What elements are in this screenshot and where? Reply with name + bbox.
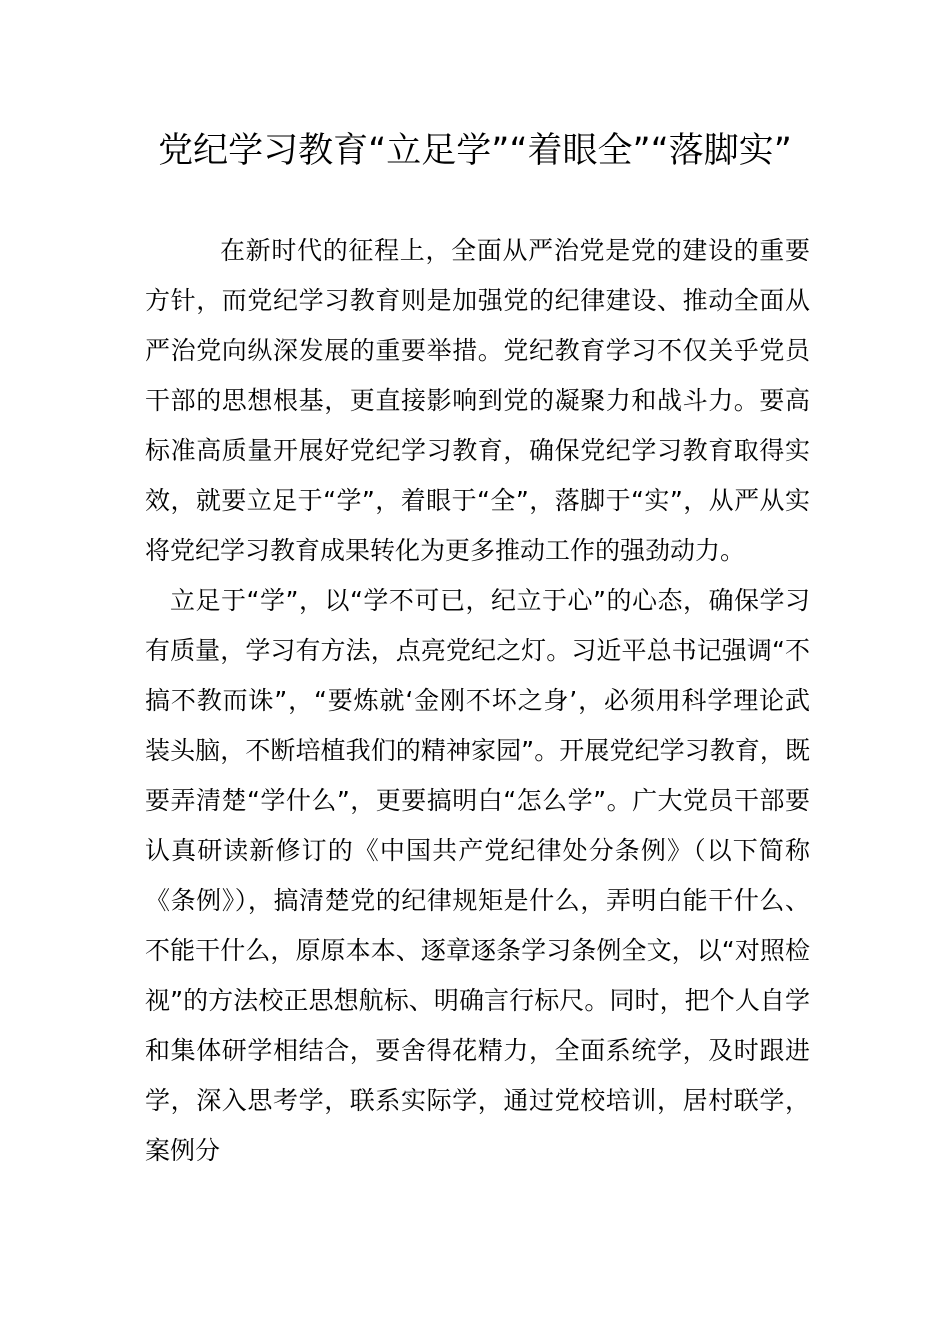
paragraph-2: 立足于“学”，以“学不可已，纪立于心”的心态，确保学习有质量，学习有方法，点亮党纪之灯。习近平总书记强调“不搞不教而诛”，“要炼就‘金刚不坏之身’，必须用科学理论武装头脑，不断培植我们的精神家园”。开展党纪学习教育，既要弄清楚“学什么”，更要搞明白“怎么学”。广大党员干部要认真研读新修订的《中国共产党纪律处分条例》（以下简称《条例》），搞清楚党的纪律规矩是什么，弄明白能干什么、不能干什么，原原本本、逐章逐条学习条例全文，以“对照检视”的方法校正思想航标、明确言行标尺。同时，把个人自学和集体研学相结合，要舍得花精力，全面系统学，及时跟进学，深入思考学，联系实际学，通过党校培训，居村联学，案例分 xyxy=(145,586,810,1165)
document-body xyxy=(145,226,810,1176)
paragraph-1: 在新时代的征程上，全面从严治党是党的建设的重要方针，而党纪学习教育则是加强党的纪律建设、推动全面从严治党向纵深发展的重要举措。党纪教育学习不仅关乎党员干部的思想根基，更直接影响到党的凝聚力和战斗力。要高标准高质量开展好党纪学习教育，确保党纪学习教育取得实效，就要立足于“学”，着眼于“全”，落脚于“实”，从严从实将党纪学习教育成果转化为更多推动工作的强劲动力。 xyxy=(145,236,810,565)
document-title: 党纪学习教育“立足学”“着眼全”“落脚实” xyxy=(158,131,792,171)
